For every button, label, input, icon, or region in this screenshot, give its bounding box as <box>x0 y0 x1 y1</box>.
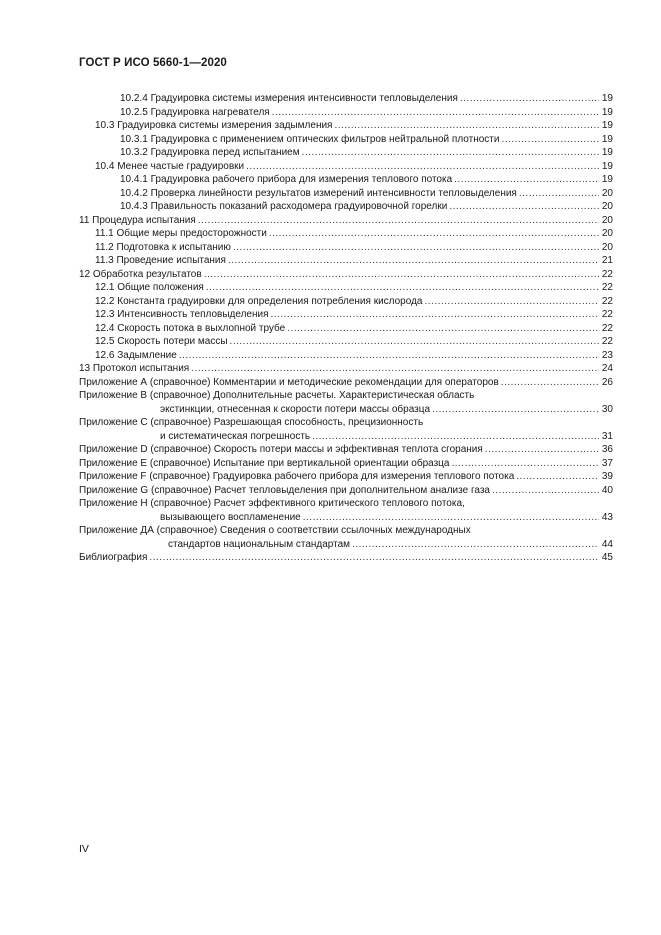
toc-entry-title: 13 Протокол испытания <box>79 363 190 374</box>
toc-entry[interactable] <box>95 254 613 268</box>
toc-page-number: 22 <box>601 309 613 320</box>
toc-entry[interactable] <box>79 551 613 565</box>
toc-page-number: 20 <box>601 187 613 199</box>
toc-leader-dots <box>460 92 599 106</box>
toc-leader-dots <box>206 281 599 295</box>
toc-entry-title: 12.6 Задымление <box>95 349 177 361</box>
toc-entry-title: 12.5 Скорость потери массы <box>95 336 228 347</box>
toc-entry-title: и систематическая погрешность <box>160 430 311 442</box>
toc-leader-dots <box>492 484 599 498</box>
toc-entry[interactable] <box>95 119 613 133</box>
toc-entry[interactable] <box>95 335 613 349</box>
toc-page-number: 30 <box>601 403 613 415</box>
toc-leader-dots <box>149 551 599 565</box>
toc-leader-dots <box>519 187 599 201</box>
document-header: ГОСТ Р ИСО 5660-1—2020 <box>79 57 227 69</box>
toc-entry[interactable] <box>120 173 613 187</box>
toc-entry[interactable] <box>95 241 613 255</box>
toc-entry-title: Приложение D (справочное) Скорость потери массы и эффективная теплота сгорания <box>79 444 483 455</box>
toc-page-number: 21 <box>601 255 613 266</box>
toc-entry-title: Приложение G (справочное) Расчет тепловыделения при дополнительном анализе газа <box>79 484 490 496</box>
toc-entry[interactable] <box>79 524 471 538</box>
toc-page-number: 19 <box>601 174 613 185</box>
toc-leader-dots <box>424 295 599 309</box>
toc-entry[interactable] <box>95 322 613 336</box>
toc-page-number: 26 <box>601 376 613 388</box>
toc-entry-title: Приложение В (справочное) Дополнительные расчеты. Характеристическая область <box>79 390 475 401</box>
toc-page-number: 22 <box>601 295 613 307</box>
toc-page-number: 22 <box>601 322 613 334</box>
toc-entry-title: 12.3 Интенсивность тепловыделения <box>95 309 269 320</box>
toc-entry-title: Приложение А (справочное) Комментарии и методические рекомендации для операторов <box>79 376 499 388</box>
toc-entry[interactable] <box>79 457 613 471</box>
toc-entry[interactable] <box>120 187 613 201</box>
toc-entry-title: 12.4 Скорость потока в выхлопной трубе <box>95 322 286 334</box>
toc-page-number: 23 <box>601 349 613 361</box>
toc-entry[interactable] <box>79 416 423 430</box>
toc-leader-dots <box>501 133 599 147</box>
toc-entry-title: Приложение Н (справочное) Расчет эффективного критического теплового потока, <box>79 498 465 509</box>
toc-entry-title: 10.4.2 Проверка линейности результатов измерений интенсивности тепловыделения <box>120 187 517 199</box>
toc-entry-title: 10.4.3 Правильность показаний расходомера градуировочной горелки <box>120 201 448 212</box>
toc-entry[interactable] <box>120 106 613 120</box>
toc-entry[interactable] <box>95 295 613 309</box>
toc-page-number: 20 <box>601 201 613 212</box>
toc-leader-dots <box>334 119 599 133</box>
toc-entry-title: 12.2 Константа градуировки для определения потребления кислорода <box>95 295 423 307</box>
toc-entry-title: 11.2 Подготовка к испытанию <box>95 241 231 253</box>
toc-page-number: 22 <box>601 282 613 293</box>
toc-leader-dots <box>287 322 599 336</box>
toc-page-number: 19 <box>601 147 613 158</box>
toc-leader-dots <box>516 470 599 484</box>
toc-entry-title: 12 Обработка результатов <box>79 268 202 280</box>
toc-entry-title: 10.3.1 Градуировка с применением оптических фильтров нейтральной плотности <box>120 133 500 145</box>
toc-leader-dots <box>228 254 599 268</box>
toc-entry-title: Приложение F (справочное) Градуировка рабочего прибора для измерения теплового потока <box>79 471 515 482</box>
toc-page-number: 31 <box>601 430 613 442</box>
toc-entry[interactable] <box>95 160 613 174</box>
toc-page-number: 20 <box>601 241 613 253</box>
toc-entry[interactable] <box>79 214 613 228</box>
toc-leader-dots <box>485 443 599 457</box>
toc-entry[interactable] <box>160 430 613 444</box>
toc-page-number: 19 <box>601 106 613 118</box>
toc-leader-dots <box>269 227 599 241</box>
toc-page-number: 19 <box>601 120 613 131</box>
toc-entry[interactable] <box>120 92 613 106</box>
toc-entry[interactable] <box>160 511 613 525</box>
toc-entry[interactable] <box>79 484 613 498</box>
toc-leader-dots <box>191 362 599 376</box>
toc-page-number: 20 <box>601 214 613 226</box>
toc-entry[interactable] <box>120 133 613 147</box>
toc-entry[interactable] <box>79 389 474 403</box>
toc-entry-title: Приложение Е (справочное) Испытание при вертикальной ориентации образца <box>79 457 450 469</box>
toc-leader-dots <box>454 173 599 187</box>
toc-entry-title: 10.4 Менее частые градуировки <box>95 160 245 172</box>
toc-page-number: 43 <box>601 511 613 523</box>
page-number: IV <box>79 843 89 855</box>
toc-entry[interactable] <box>95 281 613 295</box>
toc-entry-title: 10.4.1 Градуировка рабочего прибора для измерения теплового потока <box>120 174 453 185</box>
toc-leader-dots <box>233 241 599 255</box>
toc-leader-dots <box>352 538 599 552</box>
toc-leader-dots <box>198 214 599 228</box>
toc-entry-title: 11.1 Общие меры предосторожности <box>95 228 267 239</box>
toc-entry-title: экстинкции, отнесенная к скорости потери массы образца <box>160 403 431 415</box>
toc-entry-title: 11.3 Проведение испытания <box>95 255 226 266</box>
toc-leader-dots <box>501 376 599 390</box>
toc-entry-title: 11 Процедура испытания <box>79 214 196 226</box>
toc-leader-dots <box>451 457 599 471</box>
toc-page-number: 39 <box>601 471 613 482</box>
toc-leader-dots <box>272 106 599 120</box>
toc-leader-dots <box>432 403 599 417</box>
toc-leader-dots <box>449 200 599 214</box>
toc-entry[interactable] <box>79 362 613 376</box>
toc-page-number: 45 <box>601 552 613 563</box>
toc-entry[interactable] <box>79 443 613 457</box>
toc-entry-title: 10.2.4 Градуировка системы измерения интенсивности тепловыделения <box>120 93 458 104</box>
toc-page-number: 37 <box>601 457 613 469</box>
toc-entry[interactable] <box>95 349 613 363</box>
toc-entry[interactable] <box>168 538 613 552</box>
toc-page-number: 44 <box>601 538 613 550</box>
toc-page-number: 24 <box>601 363 613 374</box>
toc-entry-title: вызывающего воспламенение <box>160 511 301 523</box>
toc-leader-dots <box>204 268 599 282</box>
toc-leader-dots <box>312 430 599 444</box>
toc-entry[interactable] <box>95 308 613 322</box>
toc-leader-dots <box>271 308 600 322</box>
toc-page-number: 36 <box>601 444 613 455</box>
toc-leader-dots <box>302 146 599 160</box>
toc-leader-dots <box>179 349 599 363</box>
toc-page-number: 22 <box>601 268 613 280</box>
toc-entry[interactable] <box>95 227 613 241</box>
toc-page-number: 40 <box>601 484 613 496</box>
toc-entry[interactable] <box>79 470 613 484</box>
toc-leader-dots <box>230 335 599 349</box>
toc-entry[interactable] <box>160 403 613 417</box>
toc-entry-title: 10.3 Градуировка системы измерения задымления <box>95 120 333 131</box>
toc-page-number: 19 <box>601 133 613 145</box>
toc-entry-title: 10.3.2 Градуировка перед испытанием <box>120 147 300 158</box>
toc-leader-dots <box>303 511 599 525</box>
toc-entry[interactable] <box>79 497 465 511</box>
toc-page-number: 19 <box>601 160 613 172</box>
toc-entry-title: Приложение ДА (справочное) Сведения о соответствии ссылочных международных <box>79 525 471 536</box>
toc-entry-title: стандартов национальным стандартам <box>168 538 351 550</box>
toc-entry[interactable] <box>120 146 613 160</box>
toc-page-number: 22 <box>601 336 613 347</box>
toc-entry-title: 10.2.5 Градуировка нагревателя <box>120 106 270 118</box>
toc-leader-dots <box>246 160 599 174</box>
toc-page-number: 20 <box>601 228 613 239</box>
toc-page-number: 19 <box>601 93 613 104</box>
toc-entry[interactable] <box>79 376 613 390</box>
toc-entry[interactable] <box>79 268 613 282</box>
toc-entry-title: Библиография <box>79 552 148 563</box>
toc-entry-title: 12.1 Общие положения <box>95 282 204 293</box>
toc-entry[interactable] <box>120 200 613 214</box>
toc-entry-title: Приложение С (справочное) Разрешающая способность, прецизионность <box>79 417 424 428</box>
